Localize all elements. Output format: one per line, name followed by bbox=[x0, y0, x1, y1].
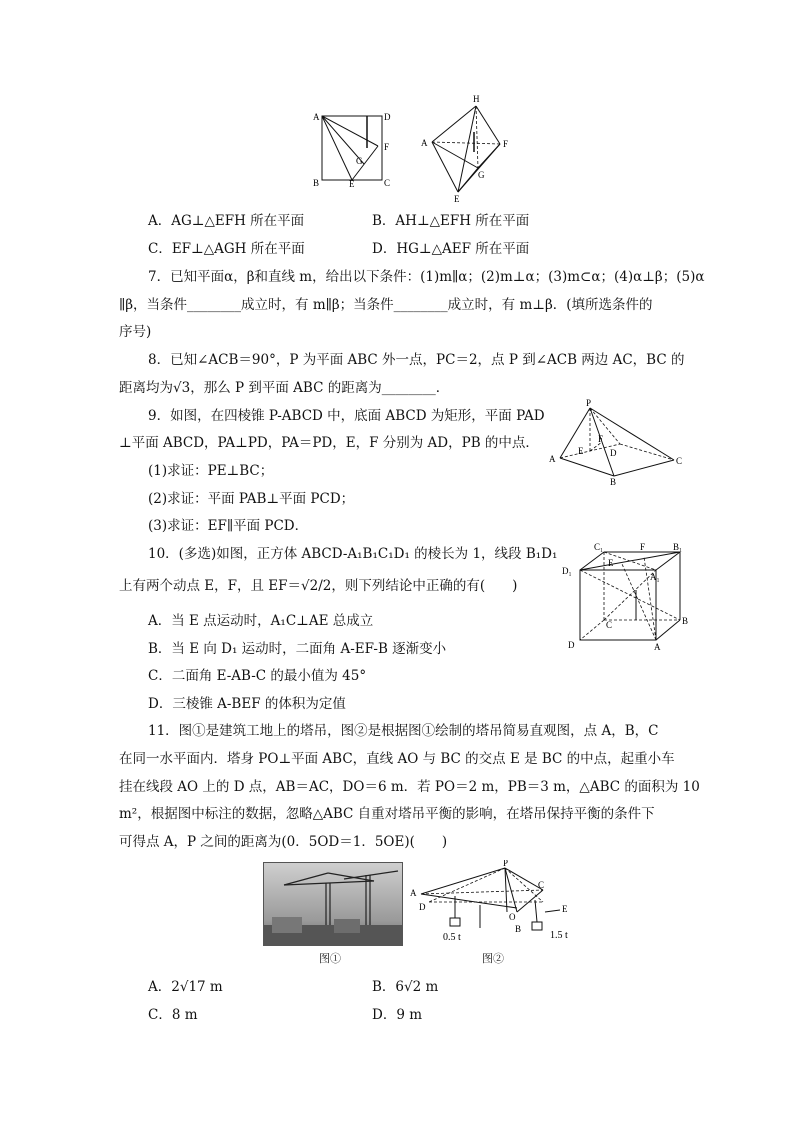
fig1-caption: 图① bbox=[319, 952, 341, 965]
label-G: G bbox=[356, 156, 363, 166]
label-F: F bbox=[384, 142, 390, 152]
label-C: C bbox=[606, 620, 613, 630]
q11-line4: m²，根据图中标注的数据，忽略△ABC 自重对塔吊平衡的影响，在塔吊保持平衡的条件下 bbox=[119, 806, 655, 822]
label-A: A bbox=[410, 888, 417, 898]
label-B1: B₁ bbox=[673, 542, 683, 552]
q10-option-d: D．三棱锥 A-BEF 的体积为定值 bbox=[148, 696, 346, 712]
label-A: A bbox=[421, 138, 428, 148]
label-A1: A₁ bbox=[650, 572, 660, 582]
label-H: H bbox=[473, 94, 480, 104]
q6-option-c: C．EF⊥△AGH 所在平面 bbox=[148, 241, 305, 257]
q8-line1: 8．已知∠ACB＝90°，P 为平面 ABC 外一点，PC＝2，点 P 到∠ACB 两边 AC，BC 的 bbox=[148, 352, 685, 368]
q10-option-a: A．当 E 点运动时，A₁C⊥AE 总成立 bbox=[148, 613, 374, 629]
q9-figure-pyramid bbox=[546, 398, 686, 486]
label-A: A bbox=[313, 112, 320, 122]
q6-figure-tetrahedron bbox=[418, 92, 518, 204]
q11-option-d: D．9 m bbox=[372, 1007, 423, 1023]
q11-line5: 可得点 A，P 之间的距离为(0．5OD＝1．5OE)( ) bbox=[119, 834, 448, 850]
q10-figure-cube bbox=[560, 540, 690, 652]
q6-figure-square bbox=[312, 108, 397, 188]
q11-option-c: C．8 m bbox=[148, 1007, 198, 1023]
label-F: F bbox=[503, 139, 509, 149]
label-B: B bbox=[682, 616, 689, 626]
q11-option-b: B．6√2 m bbox=[372, 979, 439, 995]
label-C: C bbox=[676, 456, 683, 466]
label-E: E bbox=[608, 558, 614, 568]
label-P: P bbox=[503, 860, 509, 868]
label-E: E bbox=[578, 446, 584, 456]
q7-line1: 7．已知平面α，β和直线 m，给出以下条件：(1)m∥α；(2)m⊥α；(3)m⊂α；(4)α⊥β；(5)α bbox=[148, 269, 705, 285]
q11-line2: 在同一水平面内．塔身 PO⊥平面 ABC，直线 AO 与 BC 的交点 E 是 BC 的中点，起重小车 bbox=[119, 751, 675, 767]
label-G: G bbox=[478, 170, 485, 180]
q11-option-a: A．2√17 m bbox=[148, 979, 223, 995]
q9-line1: 9．如图，在四棱锥 P-ABCD 中，底面 ABCD 为矩形，平面 PAD bbox=[148, 408, 545, 424]
label-D: D bbox=[384, 112, 391, 122]
q9-part3: (3)求证：EF∥平面 PCD． bbox=[148, 518, 309, 534]
label-D: D bbox=[419, 902, 426, 912]
q6-option-a: A．AG⊥△EFH 所在平面 bbox=[148, 213, 305, 229]
label-B: B bbox=[610, 477, 617, 486]
label-F: F bbox=[640, 542, 646, 552]
label-B: B bbox=[515, 924, 522, 934]
q10-line1: 10．(多选)如图，正方体 ABCD-A₁B₁C₁D₁ 的棱长为 1，线段 B₁D₁ bbox=[148, 546, 558, 562]
q6-option-b: B．AH⊥△EFH 所在平面 bbox=[372, 213, 530, 229]
label-E: E bbox=[562, 904, 568, 914]
fig2-caption: 图② bbox=[482, 952, 504, 965]
tower-crane-photo bbox=[263, 862, 403, 946]
q9-part1: (1)求证：PE⊥BC； bbox=[148, 463, 274, 479]
label-A: A bbox=[654, 642, 661, 652]
label-D1: D₁ bbox=[562, 566, 572, 576]
q6-option-d: D．HG⊥△AEF 所在平面 bbox=[372, 241, 530, 257]
weight-0.5t: 0.5 t bbox=[443, 932, 461, 943]
q10-line2: 上有两个动点 E，F，且 EF＝√2/2，则下列结论中正确的有( ) bbox=[119, 578, 518, 594]
q7-line2: ∥β，当条件________成立时，有 m∥β；当条件________成立时，有 m⊥β．(填所选条件的 bbox=[119, 297, 653, 313]
q11-line1: 11．图①是建筑工地上的塔吊，图②是根据图①绘制的塔吊简易直观图，点 A，B，C bbox=[148, 723, 659, 739]
label-D: D bbox=[610, 448, 617, 458]
label-C: C bbox=[384, 178, 391, 188]
q10-option-b: B．当 E 向 D₁ 运动时，二面角 A-EF-B 逐渐变小 bbox=[148, 641, 447, 657]
label-B: B bbox=[313, 178, 320, 188]
label-E: E bbox=[454, 194, 460, 204]
q10-option-c: C．二面角 E-AB-C 的最小值为 45° bbox=[148, 668, 367, 684]
q11-line3: 挂在线段 AO 上的 D 点，AB＝AC，DO＝6 m．若 PO＝2 m，PB＝3 m，△ABC 的面积为 10 bbox=[119, 779, 700, 795]
q9-line2: ⊥平面 ABCD，PA⊥PD，PA＝PD，E，F 分别为 AD，PB 的中点． bbox=[119, 435, 539, 451]
label-D: D bbox=[568, 640, 575, 650]
q8-line2: 距离均为√3，那么 P 到平面 ABC 的距离为________． bbox=[119, 380, 450, 396]
label-C: C bbox=[538, 880, 545, 890]
label-P: P bbox=[586, 398, 592, 408]
q7-line3: 序号) bbox=[119, 324, 152, 340]
label-E: E bbox=[349, 179, 355, 188]
label-A: A bbox=[549, 454, 556, 464]
q9-part2: (2)求证：平面 PAB⊥平面 PCD； bbox=[148, 491, 355, 507]
label-F: F bbox=[598, 434, 604, 444]
label-C1: C₁ bbox=[594, 542, 604, 552]
q11-figure-crane-diagram bbox=[405, 860, 580, 950]
weight-1.5t: 1.5 t bbox=[550, 930, 568, 941]
label-O: O bbox=[509, 912, 516, 922]
